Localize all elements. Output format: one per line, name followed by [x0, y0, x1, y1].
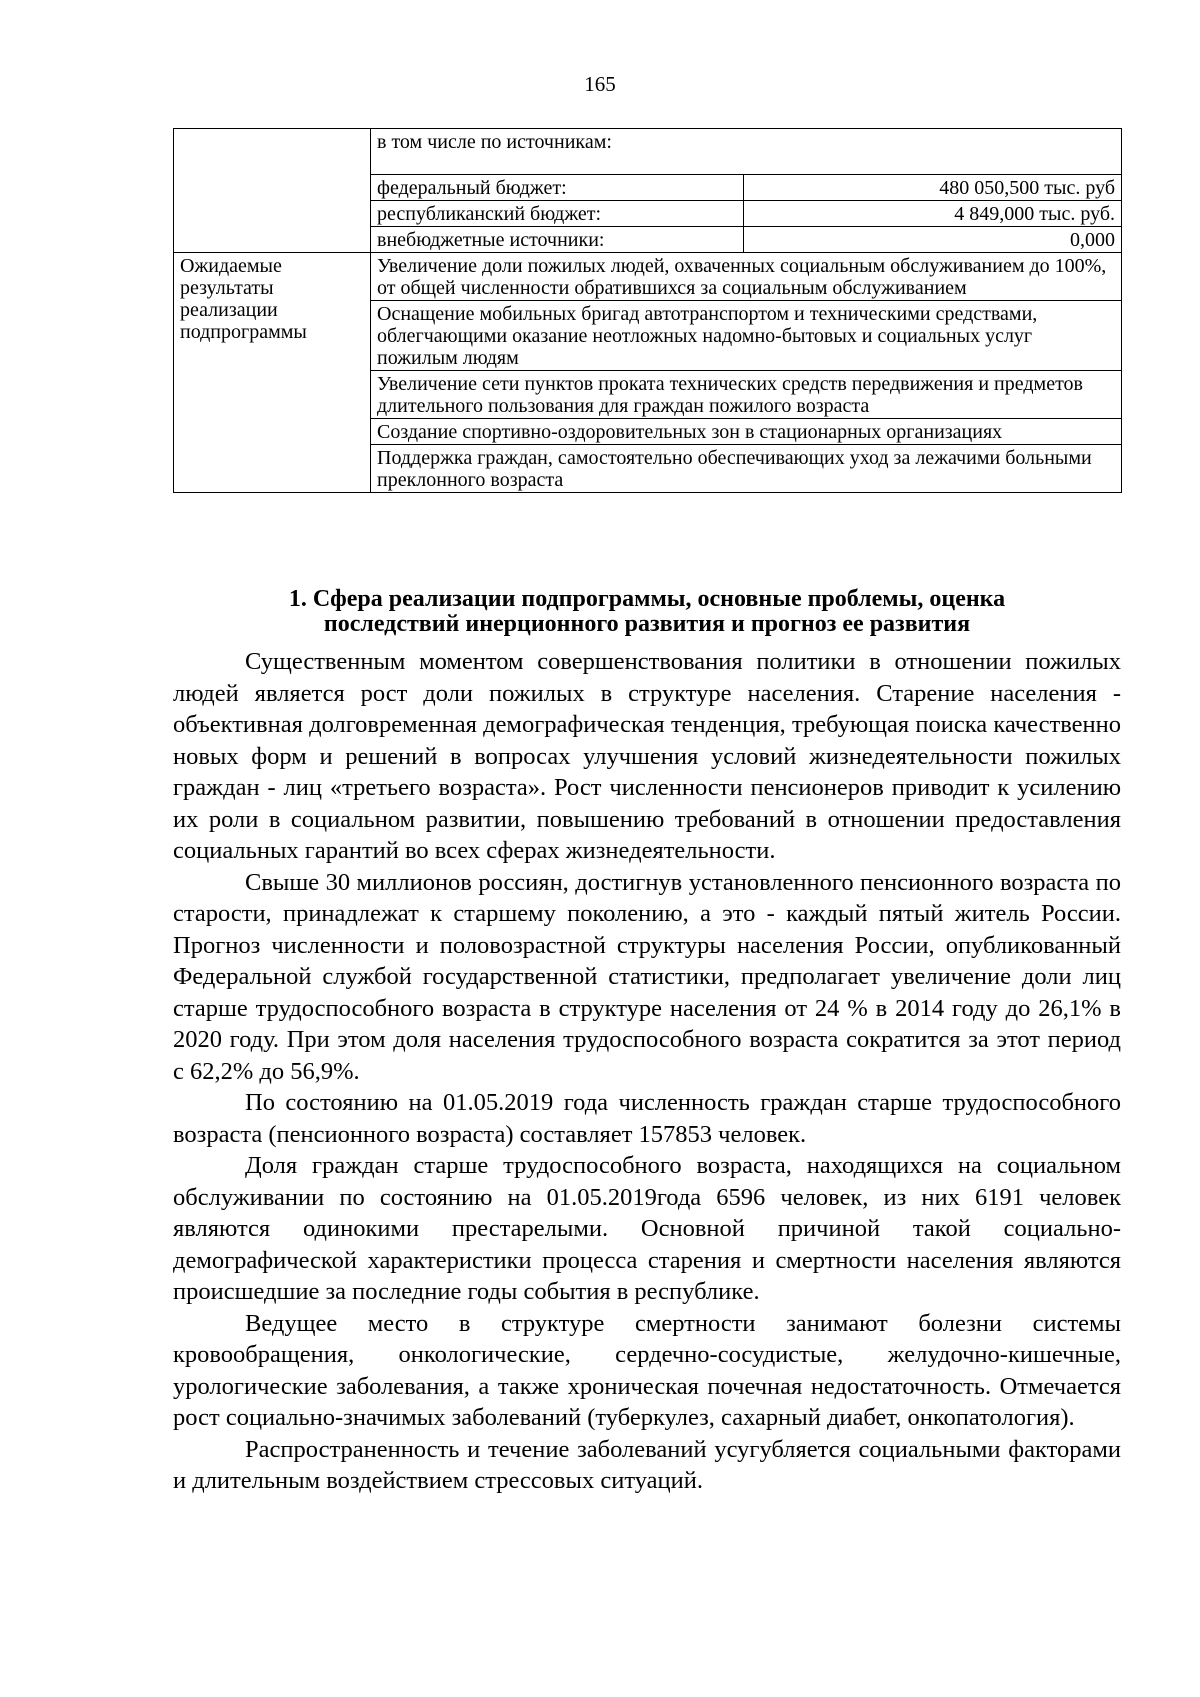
section-heading-line-1: 1. Сфера реализации подпрограммы, основные проблемы, оценка	[288, 586, 1006, 612]
page-number: 165	[584, 72, 616, 96]
result-item-cell: Поддержка граждан, самостоятельно обеспечивающих уход за лежачими больными преклонного возраста	[371, 445, 1122, 493]
funding-label-cell: федеральный бюджет:	[371, 175, 744, 201]
result-item-cell: Увеличение доли пожилых людей, охваченных социальным обслуживанием до 100%, от общей численности обратившихся за социальным обслуживанием	[371, 253, 1122, 301]
paragraph: Доля граждан старше трудоспособного возраста, находящихся на социальном обслуживании по состоянию на 01.05.2019года 6596 человек, из них 6191 человек являются одинокими престарелыми. Основной причиной такой социально-демографической характеристики процесса старения и смертности населения являются происшедшие за последние годы события в республике.	[173, 1152, 1121, 1305]
result-item-cell: Увеличение сети пунктов проката технических средств передвижения и предметов длительного пользования для граждан пожилого возраста	[371, 371, 1122, 419]
paragraph: Распространенность и течение заболеваний усугубляется социальными факторами и длительным воздействием стрессовых ситуаций.	[173, 1435, 1121, 1494]
body-text	[173, 646, 1121, 1497]
subprogram-summary-table	[173, 128, 1122, 493]
funding-label-cell: республиканский бюджет:	[371, 201, 744, 227]
result-item-cell: Создание спортивно-оздоровительных зон в стационарных организациях	[371, 419, 1122, 445]
funding-amount-cell: 480 050,500 тыс. руб	[744, 175, 1122, 201]
funding-amount-cell: 0,000	[744, 227, 1122, 253]
section-heading-line-2: последствий инерционного развития и прогноз ее развития	[323, 611, 971, 637]
paragraph: Существенным моментом совершенствования политики в отношении пожилых людей является рост доли пожилых в структуре населения. Старение населения - объективная долговременная демографическая тенденция, требующая поиска качественно новых форм и решений в вопросах улучшения условий жизнедеятельности пожилых граждан - лиц «третьего возраста». Рост численности пенсионеров приводит к усилению их роли в социальном развитии, повышению требований в отношении предоставления социальных гарантий во всех сферах жизнедеятельности.	[173, 648, 1121, 864]
table-row	[174, 129, 1122, 175]
sources-header-cell: в том числе по источникам:	[371, 129, 1122, 175]
paragraph: Свыше 30 миллионов россиян, достигнув установленного пенсионного возраста по старости, принадлежат к старшему поколению, а это - каждый пятый житель России. Прогноз численности и половозрастной структуры населения России, опубликованный Федеральной службой государственной статистики, предполагает увеличение доли лиц старше трудоспособного возраста в структуре населения от 24 % в 2014 году до 26,1% в 2020 году. При этом доля населения трудоспособного возраста сократится за этот период с 62,2% до 56,9%.	[173, 868, 1121, 1085]
section-heading	[173, 587, 1121, 637]
results-label-cell: Ожидаемые результаты реализации подпрограммы	[174, 253, 371, 493]
result-item-cell: Оснащение мобильных бригад автотранспортом и техническими средствами, облегчающими оказание неотложных надомно-бытовых и социальных услуг пожилым людям	[371, 301, 1122, 371]
paragraph: По состоянию на 01.05.2019 года численность граждан старше трудоспособного возраста (пенсионного возраста) составляет 157853 человек.	[173, 1089, 1121, 1148]
table-row	[174, 253, 1122, 301]
paragraph: Ведущее место в структуре смертности занимают болезни системы кровообращения, онкологические, сердечно-сосудистые, желудочно-кишечные, урологические заболевания, а также хроническая почечная недостаточность. Отмечается рост социально-значимых заболеваний (туберкулез, сахарный диабет, онкопатология).	[173, 1309, 1121, 1431]
funding-amount-cell: 4 849,000 тыс. руб.	[744, 201, 1122, 227]
funding-label-cell: внебюджетные источники:	[371, 227, 744, 253]
empty-label-cell	[174, 129, 371, 253]
